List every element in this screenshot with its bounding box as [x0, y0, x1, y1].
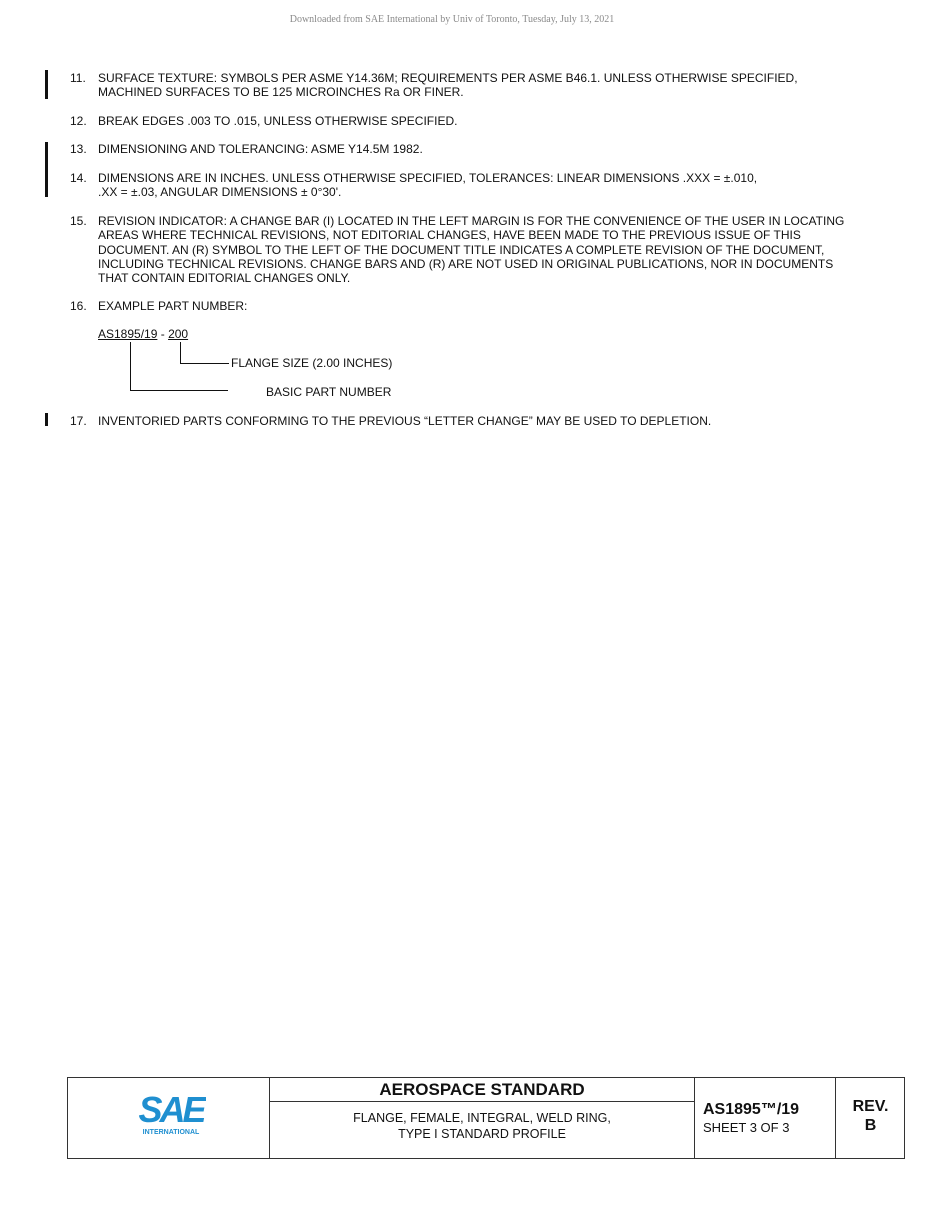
revision-indicator: [836, 1078, 905, 1135]
note-number: 16.: [70, 299, 87, 313]
revision-value: B: [864, 1117, 877, 1134]
flange-size-label: FLANGE SIZE (2.00 INCHES): [231, 356, 393, 370]
description-line-2: TYPE I STANDARD PROFILE: [398, 1127, 566, 1141]
change-bar: [45, 413, 48, 426]
change-bar: [45, 142, 48, 197]
note-number: 11.: [70, 71, 86, 85]
part-separator: -: [157, 327, 169, 341]
standard-heading: AEROSPACE STANDARD: [270, 1078, 694, 1102]
title-cell: [270, 1078, 695, 1158]
description-line-1: FLANGE, FEMALE, INTEGRAL, WELD RING,: [353, 1111, 611, 1125]
note-text: EXAMPLE PART NUMBER:: [98, 299, 248, 313]
note-text: REVISION INDICATOR: A CHANGE BAR (I) LOCATED IN THE LEFT MARGIN IS FOR THE CONVENIENCE OF THE USER IN LOCATING AREAS WHERE TECHNICAL REVISIONS, NOT EDITORIAL CHANGES, HAVE BEEN MADE TO THE PREVIOUS ISSUE OF THIS DOCUMENT. AN (R) SYMBOL TO THE LEFT OF THE DOCUMENT TITLE INDICATES A COMPLETE REVISION OF THE DOCUMENT, INCLUDING TECHNICAL REVISIONS. CHANGE BARS AND (R) ARE NOT USED IN ORIGINAL PUBLICATIONS, NOR IN DOCUMENTS THAT CONTAIN EDITORIAL CHANGES ONLY.: [98, 214, 845, 286]
note-11: [70, 71, 860, 100]
note-13: [70, 142, 860, 156]
note-text: BREAK EDGES .003 TO .015, UNLESS OTHERWISE SPECIFIED.: [98, 114, 458, 128]
note-text: INVENTORIED PARTS CONFORMING TO THE PREVIOUS “LETTER CHANGE” MAY BE USED TO DEPLETION.: [98, 414, 712, 428]
note-text: DIMENSIONING AND TOLERANCING: ASME Y14.5M 1982.: [98, 142, 423, 156]
example-part-number: [98, 327, 188, 341]
note-number: 13.: [70, 142, 87, 156]
document-number-cell: [695, 1078, 836, 1158]
logo-cell: [68, 1078, 270, 1158]
title-block: [67, 1077, 905, 1159]
sae-logo-subtext: INTERNATIONAL: [142, 1129, 200, 1136]
sheet-indicator: SHEET 3 OF 3: [703, 1120, 790, 1135]
revision-label: REV.: [852, 1098, 889, 1115]
change-bar: [45, 70, 48, 99]
note-12: [70, 114, 860, 128]
note-text: SURFACE TEXTURE: SYMBOLS PER ASME Y14.36M; REQUIREMENTS PER ASME B46.1. UNLESS OTHERWISE SPECIFIED, MACHINED SURFACES TO BE 125 MICROINCHES Ra OR FINER.: [98, 71, 798, 100]
part-base-number: AS1895/19: [98, 327, 158, 341]
download-banner: Downloaded from SAE International by Univ of Toronto, Tuesday, July 13, 2021: [289, 14, 615, 25]
standard-description: [270, 1102, 694, 1142]
note-number: 15.: [70, 214, 87, 228]
note-number: 17.: [70, 414, 87, 428]
sae-logo: [136, 1090, 206, 1138]
part-dash-number: 200: [168, 327, 189, 341]
note-17: [70, 414, 860, 428]
note-text: DIMENSIONS ARE IN INCHES. UNLESS OTHERWISE SPECIFIED, TOLERANCES: LINEAR DIMENSIONS .XXX = ±.010, .XX = ±.03, ANGULAR DIMENSIONS ± 0°30'.: [98, 171, 758, 200]
basic-leader-line: [130, 342, 228, 391]
note-16: [70, 299, 860, 313]
document-number: AS1895™/19: [703, 1101, 800, 1118]
note-14: [70, 171, 770, 200]
sae-logo-text: SAE: [138, 1090, 204, 1130]
note-number: 12.: [70, 114, 87, 128]
revision-cell: [836, 1078, 905, 1158]
note-15: [70, 214, 850, 285]
basic-part-number-label: BASIC PART NUMBER: [266, 385, 392, 399]
note-number: 14.: [70, 171, 87, 185]
